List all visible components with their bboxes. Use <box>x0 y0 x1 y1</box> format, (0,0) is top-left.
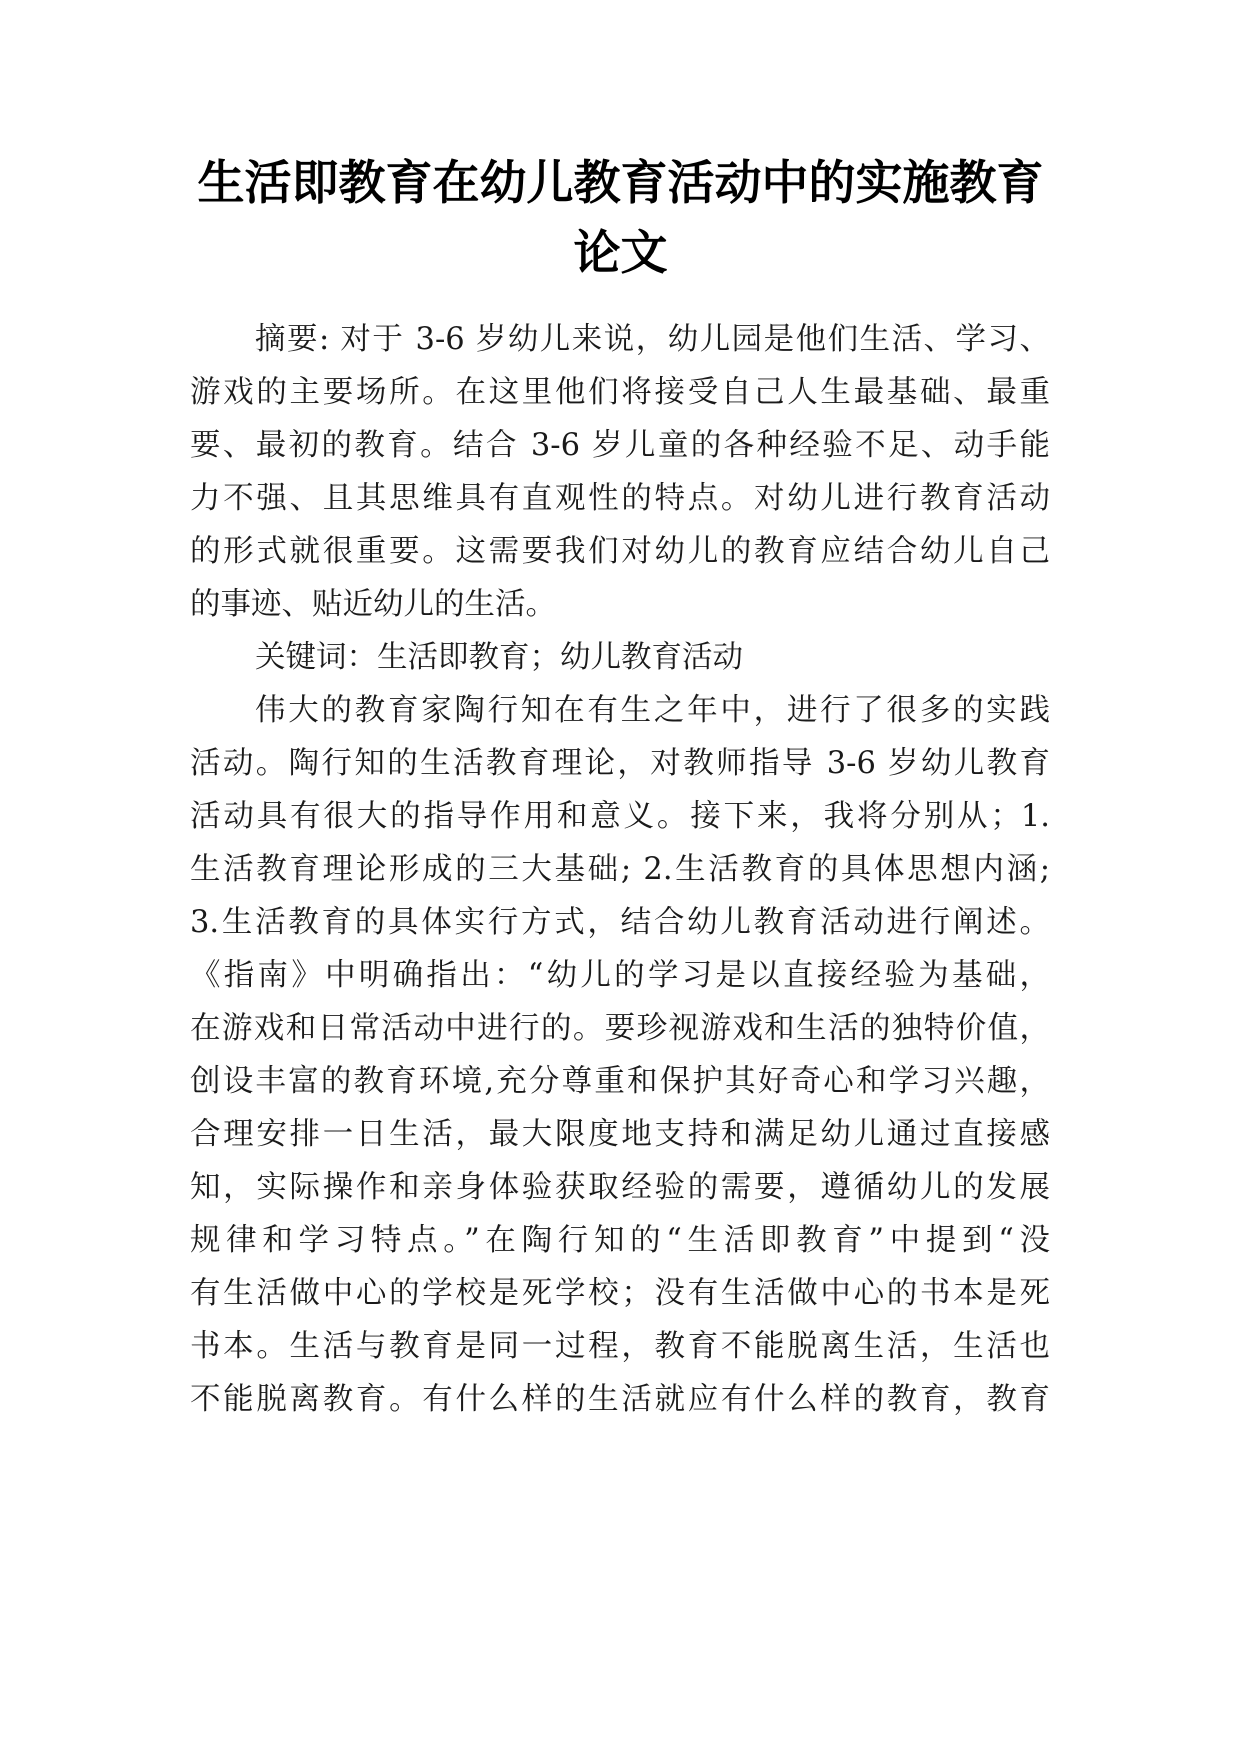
body-text-line: 书本。生活与教育是同一过程，教育不能脱离生活，生活也 <box>190 1329 1050 1364</box>
body-text-line: 活动。陶行知的生活教育理论，对教师指导 3-6 岁幼儿教育 <box>190 746 1050 781</box>
abstract-line: 的事迹、贴近幼儿的生活。 <box>190 587 556 622</box>
abstract-line: 要、最初的教育。结合 3-6 岁儿童的各种经验不足、动手能 <box>190 428 1050 463</box>
keywords-line: 关键词：生活即教育；幼儿教育活动 <box>255 640 743 675</box>
document-title-line-2: 论文 <box>573 226 668 281</box>
body-text-line: 知，实际操作和亲身体验获取经验的需要，遵循幼儿的发展 <box>190 1170 1050 1205</box>
abstract-line: 的形式就很重要。这需要我们对幼儿的教育应结合幼儿自己 <box>190 534 1050 569</box>
body-text-line: 在游戏和日常活动中进行的。要珍视游戏和生活的独特价值， <box>190 1011 1050 1046</box>
body-text-line: 合理安排一日生活，最大限度地支持和满足幼儿通过直接感 <box>190 1117 1050 1152</box>
body-text-line: 《指南》中明确指出：“幼儿的学习是以直接经验为基础， <box>190 958 1050 993</box>
body-text-line: 活动具有很大的指导作用和意义。接下来，我将分别从；1. <box>190 799 1050 834</box>
body-text-line: 不能脱离教育。有什么样的生活就应有什么样的教育，教育 <box>190 1382 1050 1417</box>
body-text-line: 创设丰富的教育环境,充分尊重和保护其好奇心和学习兴趣， <box>190 1064 1050 1099</box>
abstract-line: 摘要: 对于 3-6 岁幼儿来说，幼儿园是他们生活、学习、 <box>255 322 1050 357</box>
body-text-line: 生活教育理论形成的三大基础; 2.生活教育的具体思想内涵; <box>190 852 1050 887</box>
body-text-line: 伟大的教育家陶行知在有生之年中，进行了很多的实践 <box>255 693 1050 728</box>
document-title-line-1: 生活即教育在幼儿教育活动中的实施教育 <box>197 156 1044 211</box>
abstract-line: 力不强、且其思维具有直观性的特点。对幼儿进行教育活动 <box>190 481 1050 516</box>
body-text-line: 有生活做中心的学校是死学校；没有生活做中心的书本是死 <box>190 1276 1050 1311</box>
abstract-line: 游戏的主要场所。在这里他们将接受自己人生最基础、最重 <box>190 375 1050 410</box>
body-text-line: 3.生活教育的具体实行方式，结合幼儿教育活动进行阐述。 <box>190 905 1050 940</box>
body-text-line: 规律和学习特点。”在陶行知的“生活即教育”中提到“没 <box>190 1223 1050 1258</box>
